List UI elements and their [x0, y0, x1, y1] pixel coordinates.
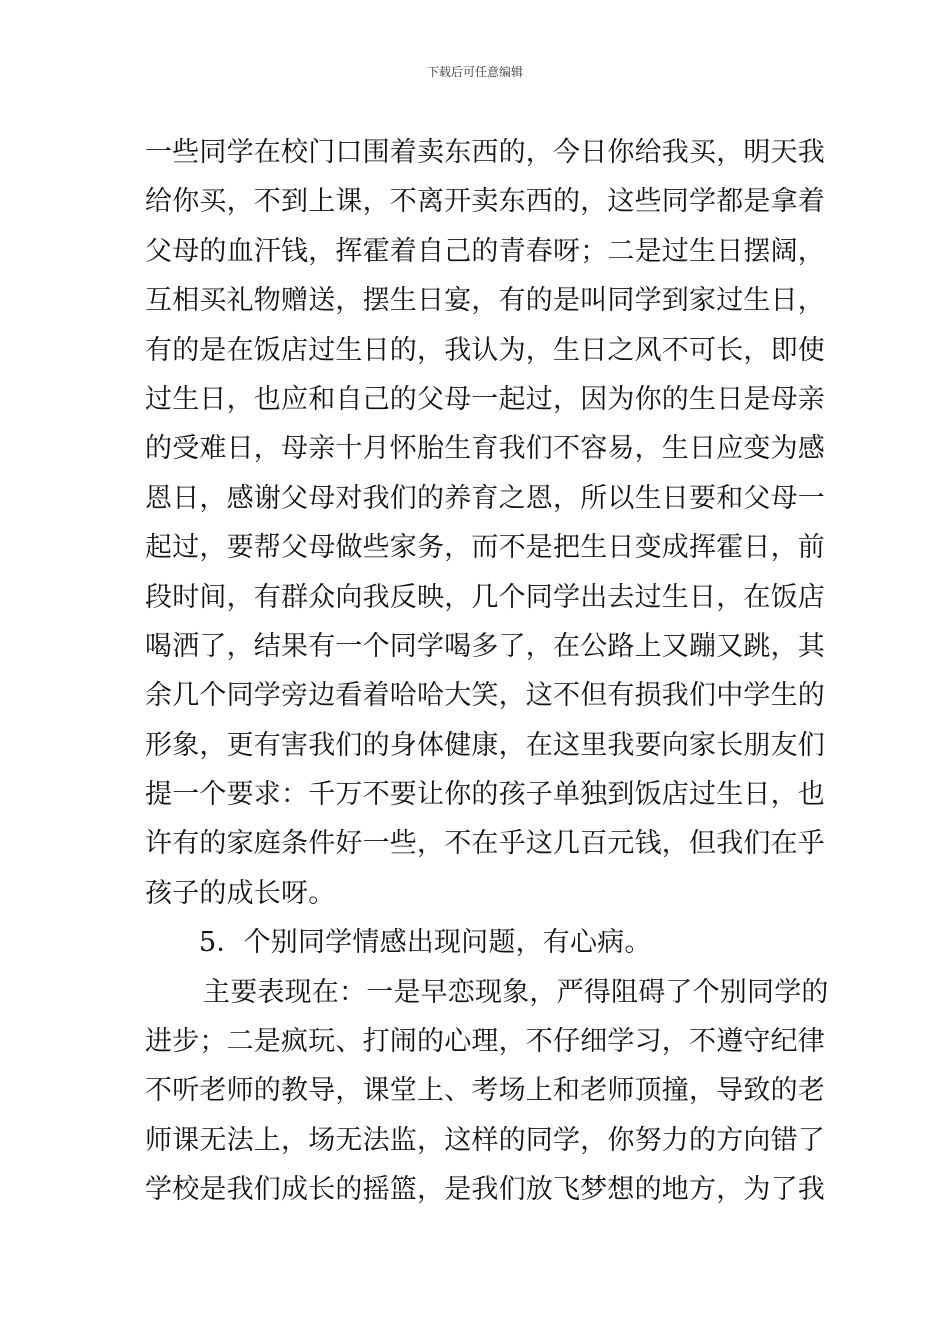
body-line: 学校是我们成长的摇篮，是我们放飞梦想的地方，为了我 [145, 1174, 825, 1206]
section-heading: 5．个别同学情感出现问题，有心病。 [199, 927, 652, 959]
body-line: 孩子的成长呀。 [145, 877, 336, 909]
body-line: 进步；二是疯玩、打闹的心理，不仔细学习，不遵守纪律 [145, 1026, 825, 1058]
paragraph-first-line: 主要表现在：一是早恋现象，严得阻碍了个别同学的 [203, 976, 829, 1008]
body-line: 父母的血汗钱，挥霍着自己的青春呀；二是过生日摆阔， [145, 235, 825, 267]
body-line: 形象，更有害我们的身体健康，在这里我要向家长朋友们 [145, 729, 825, 761]
page-header: 下载后可任意编辑 [426, 65, 523, 79]
body-line: 不听老师的教导，课堂上、考场上和老师顶撞，导致的老 [145, 1075, 825, 1107]
document-body [145, 128, 829, 1215]
body-line: 喝洒了，结果有一个同学喝多了，在公路上又蹦又跳，其 [145, 630, 825, 662]
body-line: 段时间，有群众向我反映，几个同学出去过生日，在饭店 [145, 581, 825, 613]
body-line: 恩日，感谢父母对我们的养育之恩，所以生日要和父母一 [145, 482, 825, 514]
body-line: 余几个同学旁边看着哈哈大笑，这不但有损我们中学生的 [145, 680, 825, 712]
body-line: 许有的家庭条件好一些，不在乎这几百元钱，但我们在乎 [145, 828, 825, 860]
body-line: 有的是在饭店过生日的，我认为，生日之风不可长，即使 [145, 334, 825, 366]
body-line: 的受难日，母亲十月怀胎生育我们不容易，生日应变为感 [145, 433, 825, 465]
body-line: 一些同学在校门口围着卖东西的，今日你给我买，明天我 [145, 137, 825, 168]
body-line: 过生日，也应和自己的父母一起过，因为你的生日是母亲 [145, 383, 825, 415]
body-line: 提一个要求：千万不要让你的孩子单独到饭店过生日，也 [145, 779, 825, 811]
body-line: 师课无法上，场无法监，这样的同学，你努力的方向错了 [145, 1124, 825, 1156]
body-line: 互相买礼物赠送，摆生日宴，有的是叫同学到家过生日， [145, 285, 825, 317]
body-line: 给你买，不到上课，不离开卖东西的，这些同学都是拿着 [145, 186, 825, 218]
body-line: 起过，要帮父母做些家务，而不是把生日变成挥霍日，前 [145, 532, 825, 564]
